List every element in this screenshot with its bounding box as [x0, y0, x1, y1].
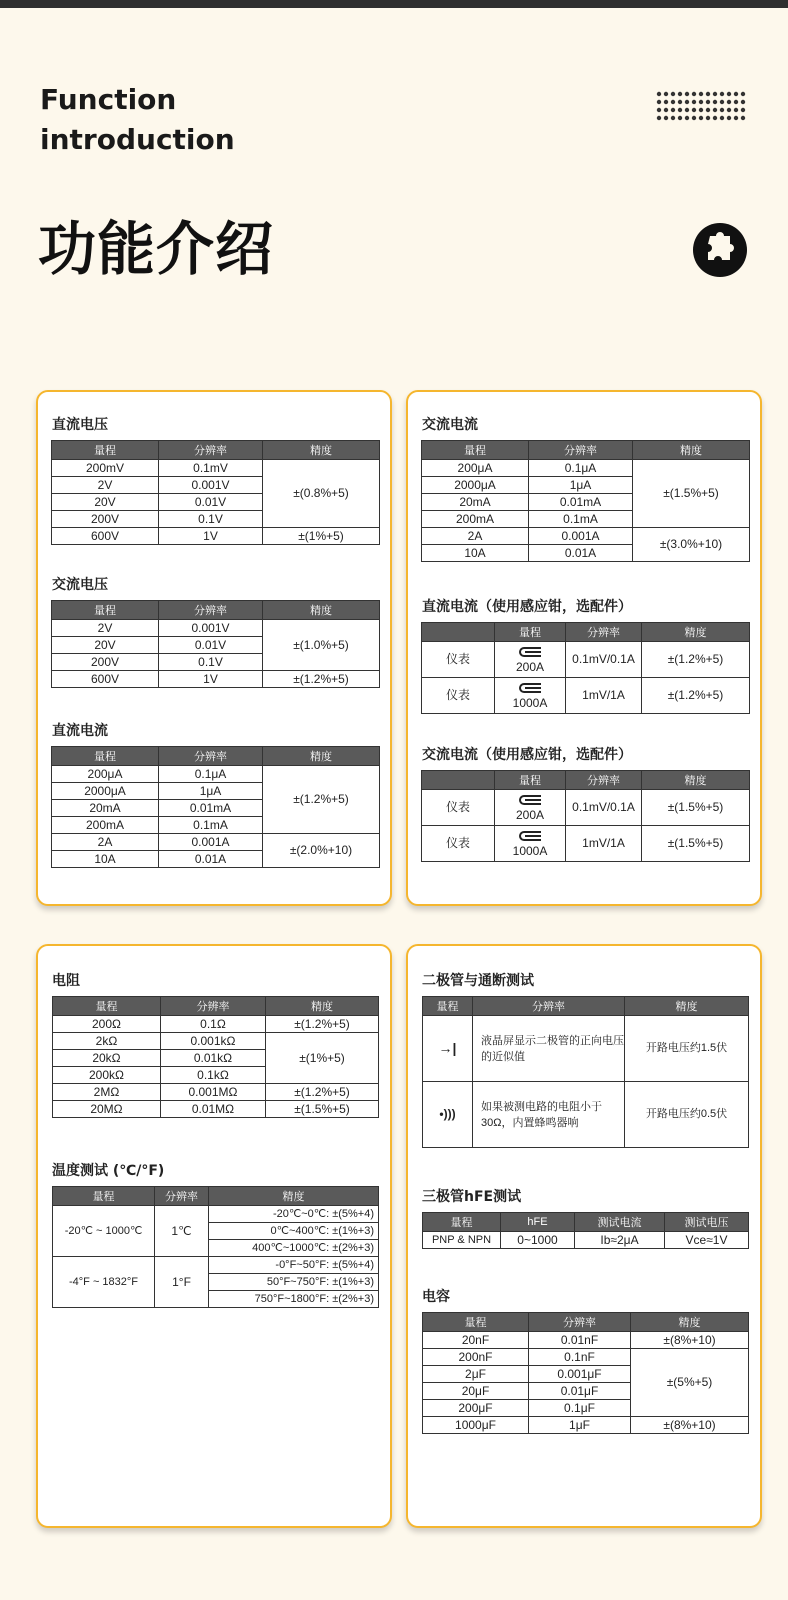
table-row: 200μA 0.1μA ±(1.5%+5) — [422, 460, 750, 477]
clamp-icon — [519, 647, 541, 657]
table-ac-voltage: 量程 分辨率 精度 2V 0.001V ±(1.0%+5) 20V 0.01V 200V 0.1V 600V 1V ±(1.2%+5) — [51, 600, 380, 688]
card-resistance-temperature — [36, 944, 392, 1528]
section-title-ac-voltage: 交流电压 — [52, 577, 108, 593]
table-row: 200V 0.1V — [52, 511, 380, 528]
english-title: Function introduction — [40, 83, 235, 156]
card-dc-ac-voltage-dc-current — [36, 390, 392, 906]
puzzle-icon — [692, 222, 748, 278]
table-ac-current: 量程 分辨率 精度 200μA 0.1μA ±(1.5%+5) 2000μA 1μA 20mA 0.01mA 200mA 0.1mA 2A 0.001A ±(3.0%+10) 10A 0.01A — [421, 440, 750, 562]
table-row: 20V 0.01V — [52, 637, 380, 654]
table-capacitance: 量程 分辨率 精度 20nF 0.01nF ±(8%+10) 200nF 0.1nF ±(5%+5) 2μF 0.001μF 20μF 0.01μF 200μF 0.1μF 1000μF 1μF ±(8%+10) — [422, 1312, 749, 1434]
table-row: 10A 0.01A — [52, 851, 380, 868]
table-row: 200kΩ 0.1kΩ — [53, 1067, 379, 1084]
table-row: -20℃ ~ 1000℃ 1℃ -20℃~0℃: ±(5%+4) — [53, 1206, 379, 1223]
table-dc-voltage: 量程 分辨率 精度 200mV 0.1mV ±(0.8%+5) 2V 0.001V 20V 0.01V 200V 0.1V 600V 1V ±(1%+5) — [51, 440, 380, 545]
chinese-title: 功能介绍 — [38, 215, 275, 283]
table-row: 200μF 0.1μF — [423, 1400, 749, 1417]
table-row: 200V 0.1V — [52, 654, 380, 671]
diode-icon: →| — [438, 1039, 457, 1056]
card-ac-current-clamp — [406, 390, 762, 906]
card-diode-hfe-capacitance — [406, 944, 762, 1528]
table-row: 750°F~1800°F: ±(2%+3) — [53, 1291, 379, 1308]
table-row: 20V 0.01V — [52, 494, 380, 511]
section-title-hfe: 三极管hFE测试 — [422, 1189, 522, 1205]
table-row: 2V 0.001V — [52, 477, 380, 494]
table-row: 2MΩ 0.001MΩ ±(1.2%+5) — [53, 1084, 379, 1101]
table-dc-current: 量程 分辨率 精度 200μA 0.1μA ±(1.2%+5) 2000μA 1μA 20mA 0.01mA 200mA 0.1mA 2A 0.001A ±(2.0%+10) 10A 0.01A — [51, 746, 380, 868]
section-title-temperature: 温度测试 (℃/°F) — [52, 1163, 165, 1179]
table-row: 20kΩ 0.01kΩ — [53, 1050, 379, 1067]
buzzer-icon: •))) — [439, 1107, 456, 1121]
table-row: 200mV 0.1mV ±(0.8%+5) — [52, 460, 380, 477]
clamp-icon — [519, 795, 541, 805]
table-row: 20mA 0.01mA — [422, 494, 750, 511]
table-row: 仪表 1000A 1mV/1A ±(1.2%+5) — [422, 678, 750, 714]
table-temperature: 量程 分辨率 精度 -20℃ ~ 1000℃ 1℃ -20℃~0℃: ±(5%+4) 0℃~400℃: ±(1%+3) 400℃~1000℃: ±(2%+3) -4°F ~ 1832°F 1°F -0°F~50°F: ±(5%+4) 50°F~750°F: ±(1%+3) 750°F~1800°F: ±(2%+3) — [52, 1186, 379, 1308]
section-title-dc-current: 直流电流 — [52, 723, 108, 739]
table-row: 50°F~750°F: ±(1%+3) — [53, 1274, 379, 1291]
table-row: 2V 0.001V ±(1.0%+5) — [52, 620, 380, 637]
table-row: 10A 0.01A — [422, 545, 750, 562]
table-row: 2kΩ 0.001kΩ ±(1%+5) — [53, 1033, 379, 1050]
table-dc-clamp: 量程 分辨率 精度 仪表 200A 0.1mV/0.1A ±(1.2%+5) 仪表 1000A 1mV/1A ±(1.2%+5) — [421, 622, 750, 714]
table-row: 2A 0.001A ±(2.0%+10) — [52, 834, 380, 851]
top-bar — [0, 0, 788, 8]
section-title-diode: 二极管与通断测试 — [422, 973, 534, 989]
clamp-icon — [519, 831, 541, 841]
table-row: 20MΩ 0.01MΩ ±(1.5%+5) — [53, 1101, 379, 1118]
table-row: -4°F ~ 1832°F 1°F -0°F~50°F: ±(5%+4) — [53, 1257, 379, 1274]
table-hfe: 量程 hFE 测试电流 测试电压 PNP & NPN 0~1000 Ib≈2μA Vce≈1V — [422, 1212, 749, 1249]
section-title-ac-clamp: 交流电流（使用感应钳，选配件） — [422, 747, 632, 763]
table-row: 2000μA 1μA — [52, 783, 380, 800]
table-resistance: 量程 分辨率 精度 200Ω 0.1Ω ±(1.2%+5) 2kΩ 0.001kΩ ±(1%+5) 20kΩ 0.01kΩ 200kΩ 0.1kΩ 2MΩ 0.001MΩ ±(1.2%+5) 20MΩ 0.01MΩ ±(1.5%+5) — [52, 996, 379, 1118]
section-title-capacitance: 电容 — [422, 1289, 450, 1305]
table-row: 20μF 0.01μF — [423, 1383, 749, 1400]
table-row: 400℃~1000℃: ±(2%+3) — [53, 1240, 379, 1257]
table-row: 仪表 1000A 1mV/1A ±(1.5%+5) — [422, 826, 750, 862]
table-row: 200mA 0.1mA — [422, 511, 750, 528]
table-row: 2μF 0.001μF — [423, 1366, 749, 1383]
table-row: →| 液晶屏显示二极管的正向电压的近似值 开路电压约1.5伏 — [423, 1016, 749, 1082]
table-row: 0℃~400℃: ±(1%+3) — [53, 1223, 379, 1240]
table-row: 仪表 200A 0.1mV/0.1A ±(1.5%+5) — [422, 790, 750, 826]
table-row: 2A 0.001A ±(3.0%+10) — [422, 528, 750, 545]
table-row: 仪表 200A 0.1mV/0.1A ±(1.2%+5) — [422, 642, 750, 678]
table-ac-clamp: 量程 分辨率 精度 仪表 200A 0.1mV/0.1A ±(1.5%+5) 仪表 1000A 1mV/1A ±(1.5%+5) — [421, 770, 750, 862]
dot-grid-icon — [656, 90, 748, 122]
table-row: 20mA 0.01mA — [52, 800, 380, 817]
table-row: •))) 如果被测电路的电阻小于30Ω，内置蜂鸣器响 开路电压约0.5伏 — [423, 1082, 749, 1148]
table-row: 1000μF 1μF ±(8%+10) — [423, 1417, 749, 1434]
section-title-dc-clamp: 直流电流（使用感应钳，选配件） — [422, 599, 632, 615]
table-row: PNP & NPN 0~1000 Ib≈2μA Vce≈1V — [423, 1232, 749, 1249]
table-row: 200mA 0.1mA — [52, 817, 380, 834]
table-row: 200μA 0.1μA ±(1.2%+5) — [52, 766, 380, 783]
table-row: 600V 1V ±(1%+5) — [52, 528, 380, 545]
section-title-resistance: 电阻 — [52, 973, 80, 989]
table-row: 2000μA 1μA — [422, 477, 750, 494]
table-row: 200nF 0.1nF ±(5%+5) — [423, 1349, 749, 1366]
table-row: 200Ω 0.1Ω ±(1.2%+5) — [53, 1016, 379, 1033]
table-diode: 量程 分辨率 精度 →| 液晶屏显示二极管的正向电压的近似值 开路电压约1.5伏 •))) 如果被测电路的电阻小于30Ω，内置蜂鸣器响 开路电压约0.5伏 — [422, 996, 749, 1148]
table-row: 20nF 0.01nF ±(8%+10) — [423, 1332, 749, 1349]
section-title-dc-voltage: 直流电压 — [52, 417, 108, 433]
table-row: 600V 1V ±(1.2%+5) — [52, 671, 380, 688]
clamp-icon — [519, 683, 541, 693]
section-title-ac-current: 交流电流 — [422, 417, 478, 433]
